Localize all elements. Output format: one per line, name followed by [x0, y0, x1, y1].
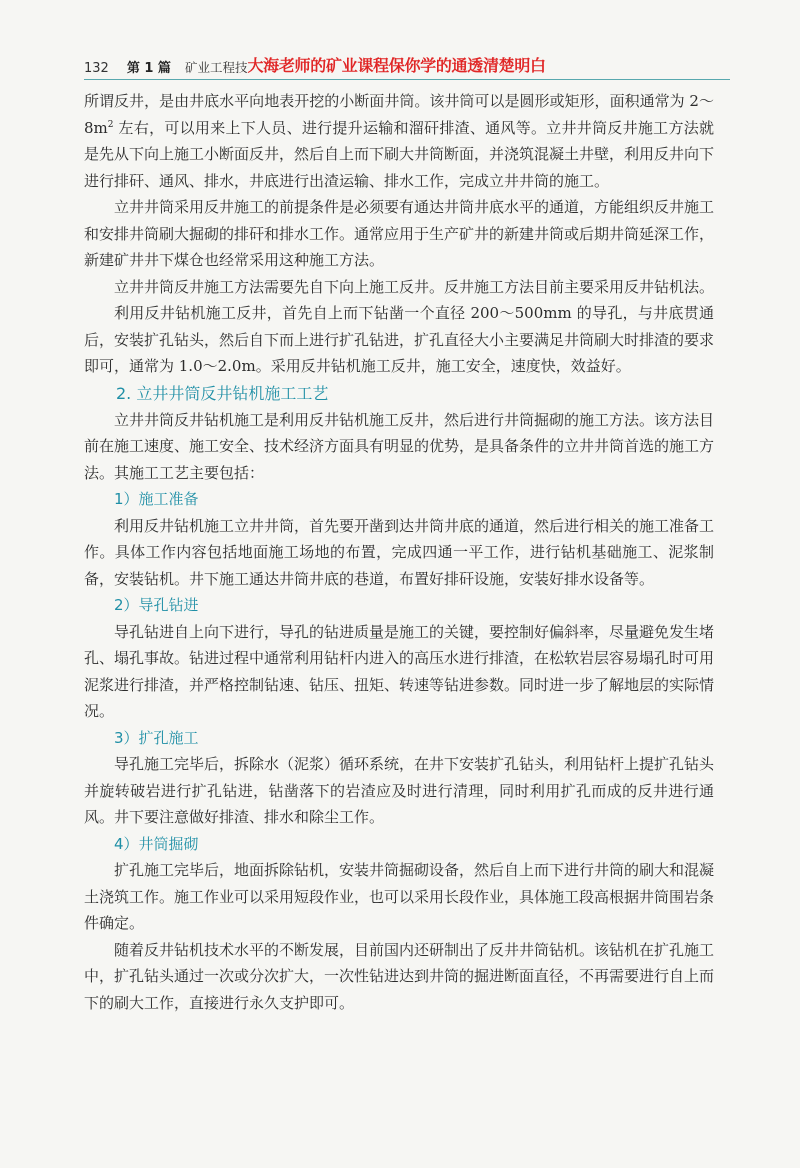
- paragraph-3: 立井井筒反井施工方法需要先自下向上施工反井。反井施工方法目前主要采用反井钻机法。: [114, 277, 715, 296]
- paragraph-2: 立井井筒采用反井施工的前提条件是必须要有通达井筒井底水平的通道，方能组织反井施工和安排井筒刷大掘砌的排矸和排水工作。通常应用于生产矿井的新建井筒或后期井筒延深工作，新建矿井井下煤仓也经常采用这种施工方法。: [84, 198, 715, 269]
- paragraph-4: 利用反井钻机施工反井，首先自上而下钻凿一个直径 200～500mm 的导孔，与井底贯通后，安装扩孔钻头，然后自下而上进行扩孔钻进，扩孔直径大小主要满足井筒刷大时排渣的要求即可，通常为 1.0～2.0m。采用反井钻机施工反井，施工安全，速度快，效益好。: [84, 304, 715, 375]
- running-header: [84, 50, 730, 80]
- page-number: 132: [84, 61, 109, 76]
- step-text: 导孔钻进自上向下进行，导孔的钻进质量是施工的关键，要控制好偏斜率，尽量避免发生堵孔、塌孔事故。钻进过程中通常利用钻杆内进入的高压水进行排渣，在松软岩层容易塌孔时可用泥浆进行排渣，并严格控制钻速、钻压、扭矩、转速等钻进参数。同时进一步了解地层的实际情况。: [84, 622, 715, 720]
- step-heading: 1）施工准备: [114, 490, 199, 508]
- step-text: 扩孔施工完毕后，地面拆除钻机，安装井筒掘砌设备，然后自上而下进行井筒的刷大和混凝土浇筑工作。施工作业可以采用短段作业，也可以采用长段作业，具体施工段高根据井筒围岩条件确定。: [84, 861, 715, 932]
- step-heading: 2）导孔钻进: [114, 596, 199, 614]
- step-heading: 4）井筒掘砌: [114, 834, 199, 853]
- closing-paragraph: 随着反井钻机技术水平的不断发展，目前国内还研制出了反井井筒钻机。该钻机在扩孔施工中，扩孔钻头通过一次或分次扩大，一次性钻进达到井筒的掘进断面直径，不再需要进行自上而下的刷大工作，直接进行永久支护即可。: [84, 940, 715, 1012]
- superscript: 2: [107, 119, 114, 130]
- step-text: 利用反井钻机施工立井井筒，首先要开凿到达井筒井底的通道，然后进行相关的施工准备工作。具体工作内容包括地面施工场地的布置，完成四通一平工作，进行钻机基础施工、泥浆制备，安装钻机。井下施工通达井筒井底的巷道，布置好排矸设施，安装好排水设备等。: [84, 516, 715, 588]
- step-text: 导孔施工完毕后，拆除水（泥浆）循环系统，在井下安装扩孔钻头，利用钻杆上提扩孔钻头并旋转破岩进行扩孔钻进，钻凿落下的岩渣应及时进行清理，同时利用扩孔而成的反井进行通风。井下要注意做好排渣、排水和除尘工作。: [84, 755, 715, 826]
- section-heading: 2. 立井井筒反井钻机施工工艺: [116, 383, 329, 403]
- part-label: 第 1 篇: [126, 61, 171, 76]
- chapter-label: 矿业工程技: [184, 60, 248, 75]
- step-heading: 3）扩孔施工: [114, 728, 199, 747]
- paragraph-1: 所谓反井，是由井底水平向地表开挖的小断面井筒。该井筒可以是圆形或矩形，面积通常为 $2\sim 8m^2$ 左右，可以用来上下人员、进行提升运输和溜矸排渣、通风等。立井井筒反井施工方法就是先从下向上施工小断面反井，然后自上而下刷大井筒断面，并浇筑混凝土井壁，利用反井向下进行排矸、通风、排水，井底进行出渣运输、排水工作，完成立井井筒的施工。: [84, 92, 715, 190]
- page-body: [84, 88, 714, 1016]
- watermark-text: 大海老师的矿业课程保你学的通透清楚明白: [247, 56, 546, 75]
- section-intro: 立井井筒反井钻机施工是利用反井钻机施工反井，然后进行井筒掘砌的施工方法。该方法目前在施工速度、施工安全、技术经济方面具有明显的优势，是具备条件的立井井筒首选的施工方法。其施工工艺主要包括：: [84, 410, 715, 482]
